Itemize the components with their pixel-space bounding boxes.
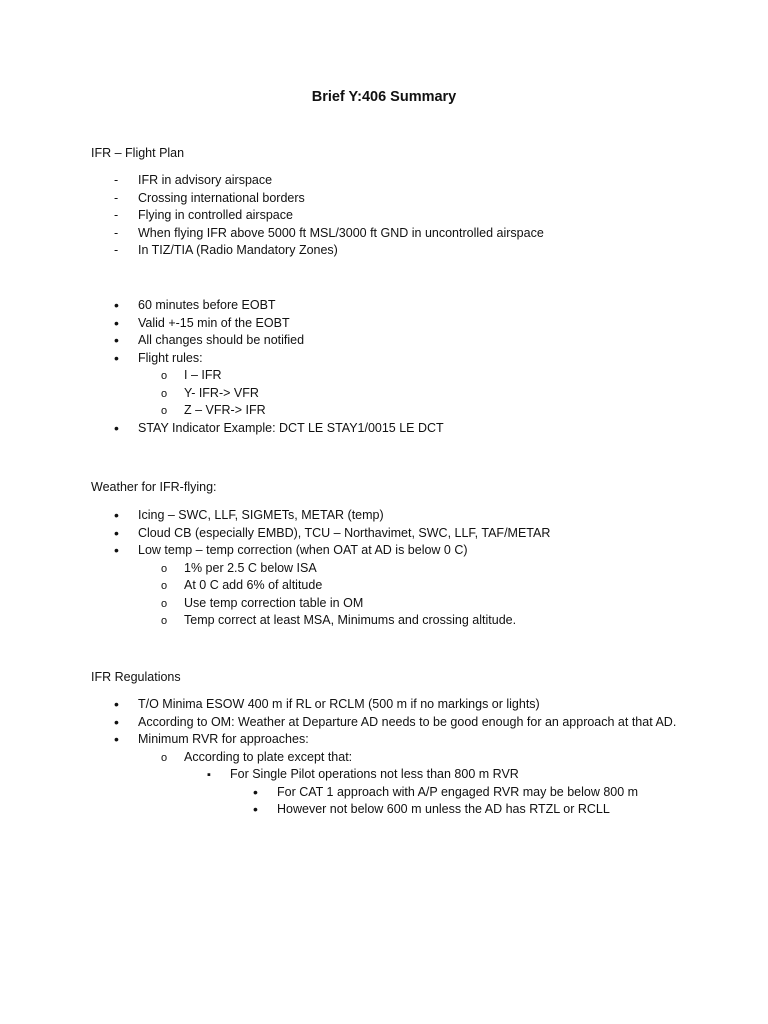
circle-marker: [161, 577, 167, 596]
square-marker: [207, 766, 211, 785]
list-item: • Low temp – temp correction (when OAT at AD is below 0 C): [91, 542, 691, 560]
list-item: • Flight rules:: [91, 350, 691, 368]
flight-plan-list: [91, 172, 691, 260]
circle-marker: [161, 612, 167, 631]
circle-marker: [161, 385, 167, 404]
circle-marker: [161, 595, 167, 614]
list-item: • However not below 600 m unless the AD has RTZL or RCLL: [91, 801, 691, 819]
page-title: Brief Y:406 Summary: [311, 89, 457, 105]
flight-plan-details-list: [91, 297, 691, 437]
dash-marker: [114, 172, 118, 190]
dash-marker: [114, 242, 118, 260]
list-item: - When flying IFR above 5000 ft MSL/3000 ft GND in uncontrolled airspace: [91, 225, 691, 243]
section-heading-weather: Weather for IFR-flying:: [91, 480, 217, 494]
list-item: - Crossing international borders: [91, 190, 691, 208]
list-item: • Cloud CB (especially EMBD), TCU – Northavimet, SWC, LLF, TAF/METAR: [91, 525, 691, 543]
bullet-marker: [114, 420, 119, 439]
list-item: - In TIZ/TIA (Radio Mandatory Zones): [91, 242, 691, 260]
circle-marker: [161, 560, 167, 579]
list-item: o 1% per 2.5 C below ISA: [91, 560, 691, 578]
bullet-marker: [114, 332, 119, 351]
list-item: o Y- IFR-> VFR: [91, 385, 691, 403]
list-item: • According to OM: Weather at Departure AD needs to be good enough for an approach at that AD.: [91, 714, 691, 732]
list-item: • T/O Minima ESOW 400 m if RL or RCLM (500 m if no markings or lights): [91, 696, 691, 714]
bullet-marker: [114, 297, 119, 316]
circle-marker: [161, 402, 167, 421]
list-item: o At 0 C add 6% of altitude: [91, 577, 691, 595]
bullet-marker: [114, 525, 119, 544]
dash-marker: [114, 225, 118, 243]
circle-marker: [161, 367, 167, 386]
list-item: • STAY Indicator Example: DCT LE STAY1/0015 LE DCT: [91, 420, 691, 438]
section-heading-flight-plan: IFR – Flight Plan: [91, 146, 185, 160]
bullet-marker: [114, 731, 119, 750]
bullet-marker: [114, 714, 119, 733]
bullet-marker: [114, 315, 119, 334]
dash-marker: [114, 207, 118, 225]
list-item: • 60 minutes before EOBT: [91, 297, 691, 315]
list-item: • Icing – SWC, LLF, SIGMETs, METAR (temp): [91, 507, 691, 525]
list-item: • Valid +-15 min of the EOBT: [91, 315, 691, 333]
list-item: o Z – VFR-> IFR: [91, 402, 691, 420]
section-heading-regulations: IFR Regulations: [91, 670, 181, 684]
bullet-marker: [114, 350, 119, 369]
list-item: o According to plate except that:: [91, 749, 691, 767]
list-item: ▪ For Single Pilot operations not less than 800 m RVR: [91, 766, 691, 784]
list-item: • For CAT 1 approach with A/P engaged RVR may be below 800 m: [91, 784, 691, 802]
list-item: • Minimum RVR for approaches:: [91, 731, 691, 749]
regulations-list: [91, 696, 691, 819]
list-item: o Use temp correction table in OM: [91, 595, 691, 613]
bullet-marker: [114, 696, 119, 715]
dash-marker: [114, 190, 118, 208]
list-item: • All changes should be notified: [91, 332, 691, 350]
list-item: o Temp correct at least MSA, Minimums and crossing altitude.: [91, 612, 691, 630]
list-item: - Flying in controlled airspace: [91, 207, 691, 225]
bullet-marker: [114, 542, 119, 561]
weather-list: [91, 507, 691, 630]
bullet-marker: [253, 784, 258, 803]
bullet-marker: [114, 507, 119, 526]
bullet-marker: [253, 801, 258, 820]
list-item: o I – IFR: [91, 367, 691, 385]
list-item: - IFR in advisory airspace: [91, 172, 691, 190]
circle-marker: [161, 749, 167, 768]
